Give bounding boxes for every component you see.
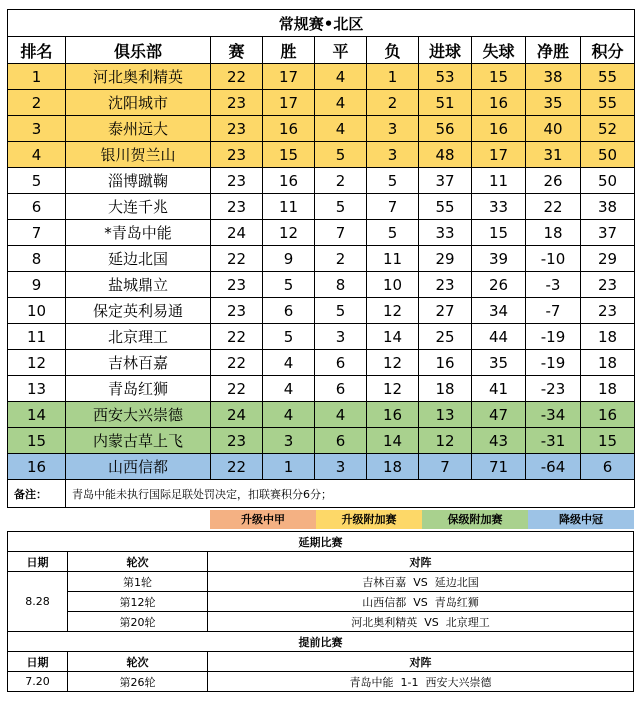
lost-cell: 14 [367,428,419,454]
rank-cell: 2 [8,90,66,116]
table-row [8,142,635,168]
goals-against-cell: 41 [472,376,526,402]
postponed-round: 第12轮 [68,592,208,612]
played-cell: 23 [211,90,263,116]
lost-cell: 3 [367,142,419,168]
lost-cell: 12 [367,298,419,324]
header-cell: 进球 [419,37,472,64]
table-row [8,90,635,116]
won-cell: 12 [263,220,315,246]
postponed-row [8,612,634,632]
table-row [8,350,635,376]
lost-cell: 11 [367,246,419,272]
advanced-round: 第26轮 [68,672,208,692]
club-cell: *青岛中能 [66,220,211,246]
goals-against-cell: 15 [472,220,526,246]
postponed-match: 山西信都 VS 青岛红狮 [208,592,634,612]
drawn-cell: 2 [315,168,367,194]
drawn-cell: 5 [315,298,367,324]
goals-for-cell: 29 [419,246,472,272]
club-cell: 西安大兴崇德 [66,402,211,428]
won-cell: 5 [263,324,315,350]
won-cell: 5 [263,272,315,298]
advanced-match-header: 对阵 [208,652,634,672]
drawn-cell: 6 [315,350,367,376]
lost-cell: 7 [367,194,419,220]
club-cell: 盐城鼎立 [66,272,211,298]
header-cell: 赛 [211,37,263,64]
rank-cell: 12 [8,350,66,376]
drawn-cell: 4 [315,64,367,90]
header-cell: 俱乐部 [66,37,211,64]
table-row [8,220,635,246]
legend-item: 升级附加赛 [316,510,422,529]
goals-against-cell: 17 [472,142,526,168]
points-cell: 29 [581,246,635,272]
goals-against-cell: 35 [472,350,526,376]
club-cell: 大连千兆 [66,194,211,220]
goals-for-cell: 18 [419,376,472,402]
won-cell: 4 [263,350,315,376]
points-cell: 52 [581,116,635,142]
club-cell: 沈阳城市 [66,90,211,116]
drawn-cell: 8 [315,272,367,298]
legend-item: 升级中甲 [210,510,316,529]
played-cell: 23 [211,142,263,168]
won-cell: 16 [263,168,315,194]
club-cell: 北京理工 [66,324,211,350]
rank-cell: 1 [8,64,66,90]
won-cell: 4 [263,402,315,428]
won-cell: 4 [263,376,315,402]
rank-cell: 6 [8,194,66,220]
rank-cell: 9 [8,272,66,298]
rank-cell: 5 [8,168,66,194]
played-cell: 22 [211,246,263,272]
rank-cell: 13 [8,376,66,402]
played-cell: 22 [211,376,263,402]
points-cell: 23 [581,298,635,324]
drawn-cell: 5 [315,142,367,168]
standings-table [7,9,635,508]
drawn-cell: 7 [315,220,367,246]
table-row [8,324,635,350]
goal-diff-cell: -19 [526,324,581,350]
goal-diff-cell: -23 [526,376,581,402]
rank-cell: 16 [8,454,66,480]
advanced-round-header: 轮次 [68,652,208,672]
postponed-match-header: 对阵 [208,552,634,572]
goals-for-cell: 7 [419,454,472,480]
postponed-title: 延期比赛 [8,532,634,552]
club-cell: 内蒙古草上飞 [66,428,211,454]
goals-for-cell: 56 [419,116,472,142]
goals-for-cell: 16 [419,350,472,376]
header-cell: 胜 [263,37,315,64]
won-cell: 9 [263,246,315,272]
goal-diff-cell: -3 [526,272,581,298]
points-cell: 15 [581,428,635,454]
goal-diff-cell: 38 [526,64,581,90]
goals-for-cell: 33 [419,220,472,246]
goals-against-cell: 16 [472,90,526,116]
postponed-date: 8.28 [8,572,68,632]
advanced-date: 7.20 [8,672,68,692]
lost-cell: 5 [367,220,419,246]
goals-against-cell: 11 [472,168,526,194]
goal-diff-cell: 26 [526,168,581,194]
rank-cell: 8 [8,246,66,272]
postponed-match: 河北奥利精英 VS 北京理工 [208,612,634,632]
advanced-table [7,632,634,692]
goals-against-cell: 44 [472,324,526,350]
table-row [8,64,635,90]
points-cell: 50 [581,168,635,194]
rank-cell: 3 [8,116,66,142]
won-cell: 11 [263,194,315,220]
goals-for-cell: 37 [419,168,472,194]
postponed-match: 吉林百嘉 VS 延边北国 [208,572,634,592]
club-cell: 银川贺兰山 [66,142,211,168]
points-cell: 55 [581,90,635,116]
goals-for-cell: 13 [419,402,472,428]
goal-diff-cell: -7 [526,298,581,324]
postponed-round: 第1轮 [68,572,208,592]
drawn-cell: 3 [315,324,367,350]
goal-diff-cell: 40 [526,116,581,142]
goals-for-cell: 48 [419,142,472,168]
played-cell: 23 [211,168,263,194]
lost-cell: 10 [367,272,419,298]
advanced-title: 提前比赛 [8,632,634,652]
advanced-match: 青岛中能 1-1 西安大兴崇德 [208,672,634,692]
goals-against-cell: 15 [472,64,526,90]
played-cell: 22 [211,324,263,350]
goals-against-cell: 26 [472,272,526,298]
drawn-cell: 6 [315,376,367,402]
rank-cell: 15 [8,428,66,454]
club-cell: 山西信都 [66,454,211,480]
played-cell: 22 [211,350,263,376]
points-cell: 18 [581,350,635,376]
legend-item: 保级附加赛 [422,510,528,529]
lost-cell: 5 [367,168,419,194]
postponed-table [7,531,634,632]
points-cell: 16 [581,402,635,428]
played-cell: 23 [211,428,263,454]
note-text: 青岛中能未执行国际足联处罚决定，扣联赛积分6分； [66,480,635,508]
note-label: 备注： [8,480,66,508]
drawn-cell: 2 [315,246,367,272]
standings-sheet [7,9,634,692]
goals-for-cell: 55 [419,194,472,220]
legend [7,510,634,529]
played-cell: 22 [211,454,263,480]
club-cell: 泰州远大 [66,116,211,142]
club-cell: 保定英利易通 [66,298,211,324]
points-cell: 23 [581,272,635,298]
points-cell: 18 [581,376,635,402]
drawn-cell: 4 [315,90,367,116]
header-row [8,37,635,64]
goal-diff-cell: -10 [526,246,581,272]
table-row [8,376,635,402]
goals-for-cell: 25 [419,324,472,350]
table-row [8,298,635,324]
club-cell: 河北奥利精英 [66,64,211,90]
points-cell: 38 [581,194,635,220]
table-row [8,454,635,480]
table-row [8,116,635,142]
table-row [8,402,635,428]
drawn-cell: 5 [315,194,367,220]
goal-diff-cell: -64 [526,454,581,480]
postponed-row [8,592,634,612]
played-cell: 24 [211,220,263,246]
rank-cell: 11 [8,324,66,350]
goal-diff-cell: -34 [526,402,581,428]
won-cell: 17 [263,90,315,116]
lost-cell: 12 [367,350,419,376]
lost-cell: 3 [367,116,419,142]
goals-against-cell: 43 [472,428,526,454]
won-cell: 3 [263,428,315,454]
drawn-cell: 6 [315,428,367,454]
lost-cell: 12 [367,376,419,402]
table-row [8,246,635,272]
header-cell: 负 [367,37,419,64]
goals-against-cell: 16 [472,116,526,142]
played-cell: 23 [211,116,263,142]
points-cell: 6 [581,454,635,480]
played-cell: 23 [211,272,263,298]
played-cell: 24 [211,402,263,428]
table-row [8,428,635,454]
goals-against-cell: 71 [472,454,526,480]
points-cell: 50 [581,142,635,168]
goals-for-cell: 51 [419,90,472,116]
goal-diff-cell: 35 [526,90,581,116]
goal-diff-cell: -31 [526,428,581,454]
points-cell: 55 [581,64,635,90]
goals-against-cell: 33 [472,194,526,220]
points-cell: 18 [581,324,635,350]
header-cell: 积分 [581,37,635,64]
advanced-date-header: 日期 [8,652,68,672]
rank-cell: 14 [8,402,66,428]
played-cell: 23 [211,194,263,220]
goals-for-cell: 12 [419,428,472,454]
played-cell: 23 [211,298,263,324]
rank-cell: 10 [8,298,66,324]
goal-diff-cell: -19 [526,350,581,376]
won-cell: 17 [263,64,315,90]
header-cell: 排名 [8,37,66,64]
lost-cell: 18 [367,454,419,480]
table-row [8,272,635,298]
goals-for-cell: 27 [419,298,472,324]
postponed-date-header: 日期 [8,552,68,572]
header-cell: 平 [315,37,367,64]
goals-against-cell: 34 [472,298,526,324]
points-cell: 37 [581,220,635,246]
drawn-cell: 4 [315,402,367,428]
postponed-round: 第20轮 [68,612,208,632]
lost-cell: 16 [367,402,419,428]
won-cell: 6 [263,298,315,324]
won-cell: 1 [263,454,315,480]
won-cell: 16 [263,116,315,142]
lost-cell: 2 [367,90,419,116]
rank-cell: 4 [8,142,66,168]
won-cell: 15 [263,142,315,168]
club-cell: 延边北国 [66,246,211,272]
goal-diff-cell: 22 [526,194,581,220]
lost-cell: 1 [367,64,419,90]
drawn-cell: 4 [315,116,367,142]
postponed-row [8,572,634,592]
goal-diff-cell: 18 [526,220,581,246]
drawn-cell: 3 [315,454,367,480]
goals-for-cell: 23 [419,272,472,298]
goals-for-cell: 53 [419,64,472,90]
goals-against-cell: 39 [472,246,526,272]
table-title: 常规赛•北区 [8,10,635,37]
played-cell: 22 [211,64,263,90]
postponed-round-header: 轮次 [68,552,208,572]
note-row [8,480,635,508]
lost-cell: 14 [367,324,419,350]
rank-cell: 7 [8,220,66,246]
table-row [8,168,635,194]
header-cell: 净胜 [526,37,581,64]
club-cell: 青岛红狮 [66,376,211,402]
table-row [8,194,635,220]
goals-against-cell: 47 [472,402,526,428]
goal-diff-cell: 31 [526,142,581,168]
club-cell: 吉林百嘉 [66,350,211,376]
legend-item: 降级中冠 [528,510,634,529]
header-cell: 失球 [472,37,526,64]
club-cell: 淄博蹴鞠 [66,168,211,194]
